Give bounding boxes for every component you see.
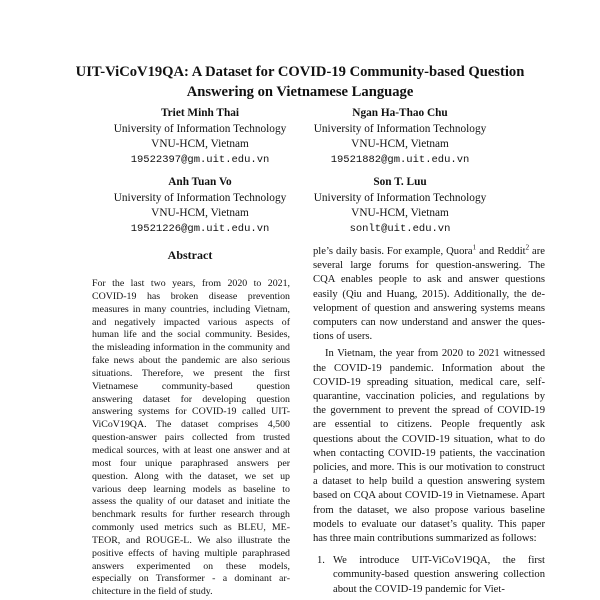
footnote-marker[interactable]: 2	[525, 243, 530, 252]
author-location: VNU-HCM, Vietnam	[151, 138, 249, 150]
abstract-text: For the last two years, from 2020 to 2021, COVID-19 has broken disease prevention measures in many countries, including Vietnam, and negatively impacted various aspects of human life and the social community. Besides, the misleading information in the community and fake news about the pandemic are also serious situations. Therefore, we present the first Vietnamese community-based question answering dataset for developing question answering systems for COVID-19 called UIT-ViCoV19QA. The dataset comprises 4,500 question-answer pairs collected from trusted medical sources, with at least one answer and at most four unique paraphrased answers per question. Along with the dataset, we set up various deep learning models as baseline to assess the quality of our dataset and initiate the benchmark results for further research through commonly used metrics such as BLEU, METEOR, and ROUGE-L. We also illustrate the positive effects of having multiple paraphrased answers experimented on these models, especially on Transformer - a dominant architecture in the field of study.	[92, 278, 290, 598]
contribution-list	[313, 554, 545, 597]
author-name: Triet Minh Thai	[160, 107, 240, 119]
author-affiliation: University of Information Technology	[113, 122, 287, 135]
abstract-heading: Abstract	[167, 248, 213, 262]
body-text: and Reddit	[476, 246, 526, 257]
author-email: 19522397@gm.uit.edu.vn	[130, 153, 270, 166]
author-name: Anh Tuan Vo	[168, 176, 232, 188]
author-location: VNU-HCM, Vietnam	[151, 207, 249, 219]
author-block	[280, 175, 520, 237]
author-affiliation: University of Information Technology	[313, 191, 487, 204]
list-item-text: We introduce UIT-ViCoV19QA, the first community-based question answering collection about the COVID-19 pandemic for Viet-	[333, 555, 545, 595]
body-paragraph	[313, 245, 545, 344]
paper-title: UIT-ViCoV19QA: A Dataset for COVID-19 Community-based Question Answering on Vietnamese Language	[75, 64, 525, 100]
author-email: 19521226@gm.uit.edu.vn	[130, 222, 270, 235]
list-number: 1.	[317, 555, 325, 567]
list-item	[313, 554, 545, 597]
author-affiliation: University of Information Technology	[313, 122, 487, 135]
body-column	[313, 245, 545, 597]
author-affiliation: University of Information Technology	[113, 191, 287, 204]
author-location: VNU-HCM, Vietnam	[351, 138, 449, 150]
author-name: Son T. Luu	[373, 176, 427, 188]
author-email: sonlt@uit.edu.vn	[349, 222, 451, 235]
author-block	[280, 106, 520, 168]
author-email: 19521882@gm.uit.edu.vn	[330, 153, 470, 166]
author-location: VNU-HCM, Vietnam	[351, 207, 449, 219]
body-text: ple’s daily basis. For example, Quora	[313, 246, 473, 257]
author-name: Ngan Ha-Thao Chu	[352, 107, 448, 119]
body-paragraph: In Vietnam, the year from 2020 to 2021 witnessed the COVID-19 pandemic. Information about the COVID-19 spreading situation, medical care, self-quarantine, vaccination policies, and regulations by the government to prevent the spread of COVID-19 are essential to citizens. People frequently ask questions about the COVID-19 situation, what to do when contacting COVID-19 patients, the vaccination policies, and more. This is our motivation to construct a dataset to help build a question answering system based on CQA about COVID-19 in Vietnamese. Apart from the dataset, we also propose various baseline models to evaluate our dataset’s quality. This paper has three main contributions summarized as follows:	[313, 348, 545, 545]
body-text: are several large forums for question-answering. The CQA enables people to ask and answer questions easily (Qiu and Huang, 2015). Additionally, the development of question and answering systems means computers can now understand and answer the questions of users.	[313, 246, 545, 343]
footnote-marker[interactable]: 1	[472, 243, 477, 252]
abstract-body	[92, 278, 290, 599]
